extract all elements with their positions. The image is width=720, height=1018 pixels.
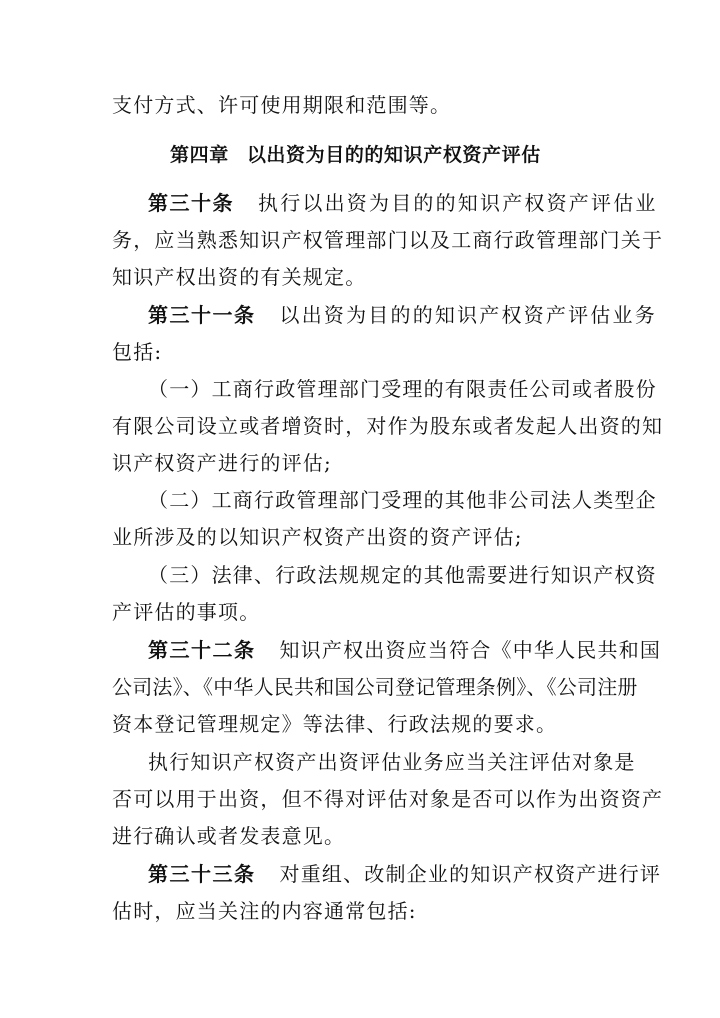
article-30-line-3: 知识产权出资的有关规定。 xyxy=(112,265,367,289)
article-32-para-2-line-2: 否可以用于出资，但不得对评估对象是否可以作为出资资产 xyxy=(112,787,664,811)
article-31-item-3-line-1: （三）法律、行政法规规定的其他需要进行知识产权资 xyxy=(148,563,657,587)
article-32-para-2-line-3: 进行确认或者发表意见。 xyxy=(112,824,346,848)
article-33-line-1 xyxy=(148,859,662,889)
article-31-item-1-line-1: （一）工商行政管理部门受理的有限责任公司或者股份 xyxy=(148,377,657,401)
article-32-label: 第三十二条 xyxy=(148,638,256,662)
article-32-line-3: 资本登记管理规定》等法律、行政法规的要求。 xyxy=(112,712,558,736)
article-31-label: 第三十一条 xyxy=(148,303,256,327)
article-31-item-1-line-2: 有限公司设立或者增资时，对作为股东或者发起人出资的知 xyxy=(112,414,664,438)
article-32-line-2: 公司法》、《中华人民共和国公司登记管理条例》、《公司注册 xyxy=(112,675,638,699)
article-31-text-1: 以出资为目的的知识产权资产评估业务 xyxy=(279,303,657,327)
chapter-number: 第四章 xyxy=(170,144,229,166)
chapter-heading xyxy=(170,140,570,170)
article-32-text-1: 知识产权出资应当符合《中华人民共和国 xyxy=(279,638,662,662)
article-31-item-3-line-2: 产评估的事项。 xyxy=(112,600,261,624)
article-31-item-2-line-2: 业所涉及的以知识产权资产出资的资产评估; xyxy=(112,525,523,549)
article-33-label: 第三十三条 xyxy=(148,862,256,886)
article-33-text-1: 对重组、改制企业的知识产权资产进行评 xyxy=(279,862,662,886)
article-30-line-2: 务，应当熟悉知识产权管理部门以及工商行政管理部门关于 xyxy=(112,228,664,252)
article-31-line-1 xyxy=(148,300,657,330)
article-30-line-1 xyxy=(148,188,658,218)
article-30-label: 第三十条 xyxy=(148,191,234,215)
article-31-line-2: 包括: xyxy=(112,340,163,364)
article-32-para-2-line-1: 执行知识产权资产出资评估业务应当关注评估对象是 xyxy=(148,750,636,774)
article-31-item-2-line-1: （二）工商行政管理部门受理的其他非公司法人类型企 xyxy=(148,488,657,512)
intro-line: 支付方式、许可使用期限和范围等。 xyxy=(112,93,452,117)
article-30-text-1: 执行以出资为目的的知识产权资产评估业 xyxy=(258,191,658,215)
chapter-title: 以出资为目的的知识产权资产评估 xyxy=(246,144,541,166)
article-31-item-1-line-3: 识产权资产进行的评估; xyxy=(112,451,332,475)
article-32-line-1 xyxy=(148,635,662,665)
article-33-line-2: 估时，应当关注的内容通常包括: xyxy=(112,899,417,923)
